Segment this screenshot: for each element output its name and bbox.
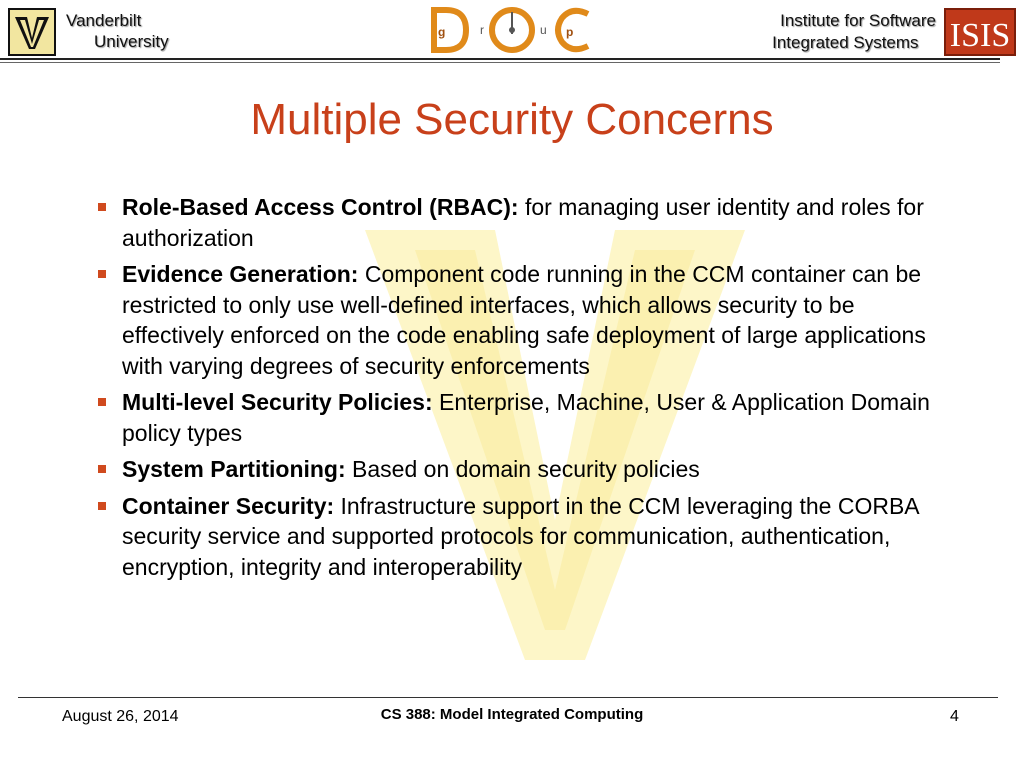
bullet-square-icon [98, 270, 106, 278]
bullet-item [96, 192, 936, 253]
bullet-square-icon [98, 465, 106, 473]
bullet-term: Multi-level Security Policies: [122, 389, 433, 415]
doc-group-logo [428, 4, 596, 56]
bullet-square-icon [98, 502, 106, 510]
isis-wordmark [772, 10, 936, 54]
institute-name-line2: Integrated Systems [772, 33, 919, 52]
slide-title: Multiple Security Concerns [250, 95, 774, 144]
header-divider [0, 58, 1000, 60]
vanderbilt-wordmark [66, 10, 169, 52]
bullet-text: Enterprise, Machine, User & Application Domain policy types [122, 389, 930, 446]
svg-text:r: r [480, 23, 484, 37]
slide-header [0, 0, 1024, 66]
footer-divider [18, 697, 998, 698]
bullet-text: Infrastructure support in the CCM leveraging the CORBA security service and supported protocols for communication, authentication, encryption, integrity and interoperability [122, 492, 919, 580]
bullet-item [96, 491, 936, 583]
bullet-item [96, 454, 936, 485]
header-divider-thin [0, 62, 1000, 63]
bullet-list [96, 192, 936, 588]
org-name-line1: Vanderbilt [66, 11, 142, 30]
footer-course-title: CS 388: Model Integrated Computing [380, 706, 644, 723]
svg-text:u: u [540, 23, 547, 37]
bullet-term: Container Security: [122, 492, 335, 519]
bullet-item [96, 387, 936, 448]
footer-date: August 26, 2014 [62, 708, 179, 725]
institute-name-line1: Institute for Software [780, 11, 936, 30]
bullet-text: for managing user identity and roles for authorization [122, 194, 924, 251]
bullet-square-icon [98, 203, 106, 211]
bullet-item [96, 259, 936, 381]
isis-logo [944, 8, 1016, 56]
svg-text:p: p [566, 25, 574, 39]
bullet-text: Based on domain security policies [345, 456, 700, 482]
bullet-term: Role-Based Access Control (RBAC): [122, 194, 519, 220]
vanderbilt-logo [8, 8, 56, 56]
bullet-text: Component code running in the CCM container can be restricted to only use well-defined interfaces, which allows security to be effectively enforced on the code enabling safe deployment of large applications with varying degrees of security enforcements [122, 261, 926, 379]
bullet-square-icon [98, 398, 106, 406]
slide-number: 4 [950, 708, 959, 725]
svg-text:g: g [438, 25, 446, 39]
org-name-line2: University [94, 32, 169, 51]
isis-logo-letters: ISIS [949, 17, 1011, 54]
bullet-term: System Partitioning: [122, 456, 346, 482]
bullet-term: Evidence Generation: [122, 261, 359, 287]
